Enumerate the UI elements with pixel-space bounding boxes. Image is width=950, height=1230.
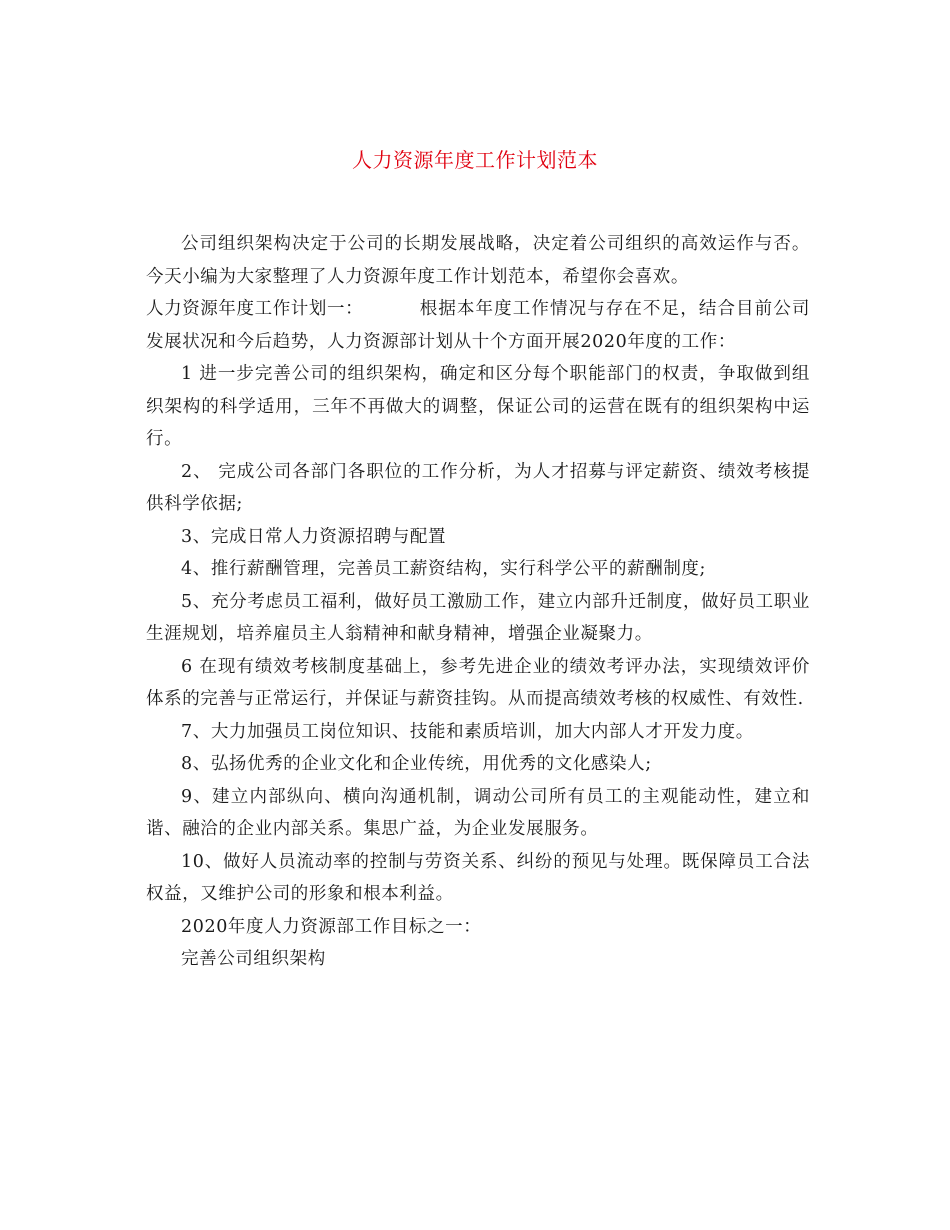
list-item-2: 2、 完成公司各部门各职位的工作分析，为人才招募与评定薪资、绩效考核提供科学依据; [146, 461, 810, 514]
document-body [146, 228, 810, 976]
list-item-7: 7、大力加强员工岗位知识、技能和素质培训，加大内部人才开发力度。 [181, 721, 754, 742]
plan-intro: 根据本年度工作情况与存在不足，结合目前公司发展状况和今后趋势，人力资源部计划从十个方面开展2020年度的工作： [146, 299, 810, 352]
list-item-3: 3、完成日常人力资源招聘与配置 [181, 526, 447, 547]
plan-paragraph [146, 293, 810, 358]
list-item-9: 9、建立内部纵向、横向沟通机制，调动公司所有员工的主观能动性，建立和谐、融洽的企业内部关系。集思广益，为企业发展服务。 [146, 786, 810, 839]
list-item-8: 8、弘扬优秀的企业文化和企业传统，用优秀的文化感染人; [181, 754, 652, 774]
list-item-6: 6 在现有绩效考核制度基础上，参考先进企业的绩效考评办法，实现绩效评价体系的完善与正常运行，并保证与薪资挂钩。从而提高绩效考核的权威性、有效性. [146, 656, 810, 709]
intro-paragraph: 公司组织架构决定于公司的长期发展战略，决定着公司组织的高效运作与否。今天小编为大家整理了人力资源年度工作计划范本，希望你会喜欢。 [146, 234, 810, 287]
list-item-5: 5、充分考虑员工福利，做好员工激励工作，建立内部升迁制度，做好员工职业生涯规划，培养雇员主人翁精神和献身精神，增强企业凝聚力。 [146, 591, 810, 644]
goal-text: 完善公司组织架构 [181, 949, 326, 969]
list-item-4: 4、推行薪酬管理，完善员工薪资结构，实行科学公平的薪酬制度; [181, 559, 707, 579]
list-item-10: 10、做好人员流动率的控制与劳资关系、纠纷的预见与处理。既保障员工合法权益，又维护公司的形象和根本利益。 [146, 851, 810, 904]
plan-label: 人力资源年度工作计划一： [146, 299, 364, 319]
list-item-1: 1 进一步完善公司的组织架构，确定和区分每个职能部门的权责，争取做到组织架构的科学适用，三年不再做大的调整，保证公司的运营在既有的组织架构中运行。 [146, 364, 810, 449]
goal-heading: 2020年度人力资源部工作目标之一： [181, 916, 482, 937]
document-title: 人力资源年度工作计划范本 [352, 148, 598, 172]
